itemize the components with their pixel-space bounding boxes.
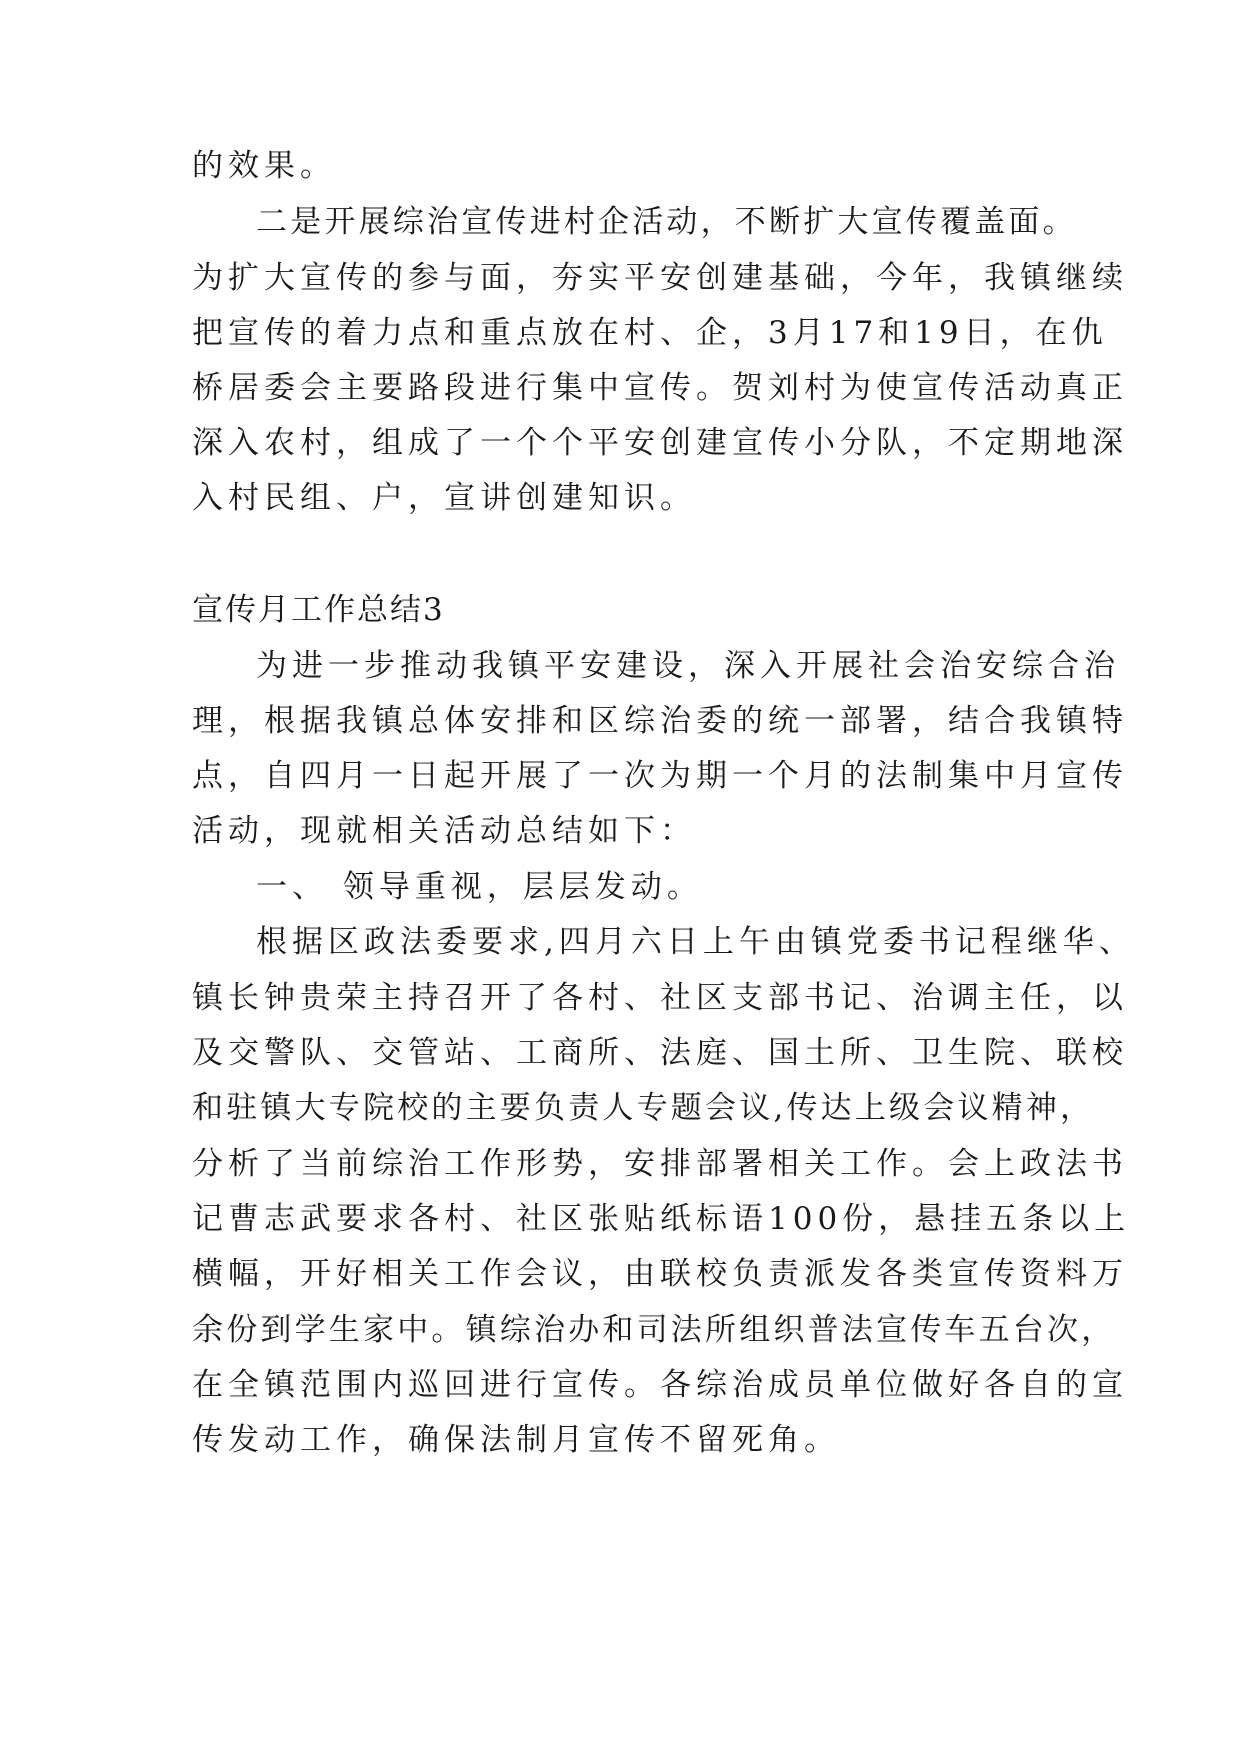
paragraph-line: 把宣传的着力点和重点放在村、企，3月17和19日，在仇 (192, 315, 1108, 351)
paragraph-line: 分析了当前综治工作形势，安排部署相关工作。会上政法书 (192, 1146, 1128, 1182)
paragraph-line: 桥居委会主要路段进行集中宣传。贺刘村为使宣传活动真正 (192, 370, 1128, 406)
paragraph-line: 横幅，开好相关工作会议，由联校负责派发各类宣传资料万 (192, 1256, 1128, 1292)
paragraph-line: 入村民组、户，宣讲创建知识。 (192, 480, 696, 516)
paragraph-line: 在全镇范围内巡回进行宣传。各综治成员单位做好各自的宣 (192, 1367, 1128, 1403)
paragraph-line: 的效果。 (192, 148, 336, 184)
subheading: 一、 领导重视，层层发动。 (256, 869, 703, 905)
paragraph-line: 和驻镇大专院校的主要负责人专题会议,传达上级会议精神， (192, 1090, 1095, 1126)
paragraph-line: 根据区政法委要求,四月六日上午由镇党委书记程继华、 (256, 924, 1135, 960)
paragraph-line: 为扩大宣传的参与面，夯实平安创建基础，今年，我镇继续 (192, 260, 1128, 296)
paragraph-line: 二是开展综治宣传进村企活动，不断扩大宣传覆盖面。 (256, 204, 1077, 240)
section-title: 宣传月工作总结3 (192, 592, 445, 628)
paragraph-line: 余份到学生家中。镇综治办和司法所组织普法宣传车五台次， (192, 1312, 1116, 1348)
paragraph-line: 深入农村，组成了一个个平安创建宣传小分队，不定期地深 (192, 425, 1128, 461)
paragraph-line: 记曹志武要求各村、社区张贴纸标语100份，悬挂五条以上 (192, 1201, 1131, 1237)
paragraph-line: 及交警队、交管站、工商所、法庭、国土所、卫生院、联校 (192, 1035, 1128, 1071)
paragraph-line: 活动，现就相关活动总结如下： (192, 813, 696, 849)
paragraph-line: 理，根据我镇总体安排和区综治委的统一部署，结合我镇特 (192, 703, 1128, 739)
paragraph-line: 镇长钟贵荣主持召开了各村、社区支部书记、治调主任，以 (192, 980, 1128, 1016)
paragraph-line: 点，自四月一日起开展了一次为期一个月的法制集中月宣传 (192, 758, 1128, 794)
paragraph-line: 传发动工作，确保法制月宣传不留死角。 (192, 1422, 840, 1458)
paragraph-line: 为进一步推动我镇平安建设，深入开展社会治安综合治 (256, 648, 1120, 684)
